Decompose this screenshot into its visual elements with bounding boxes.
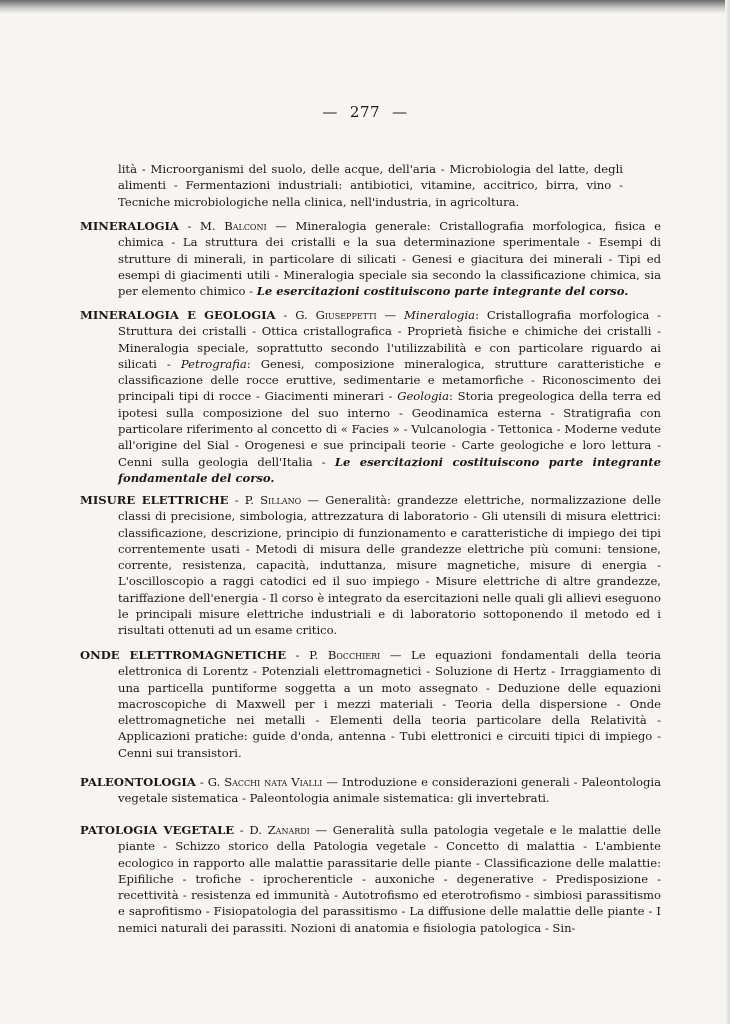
course-subject: PATOLOGIA VEGETALE	[80, 823, 235, 837]
course-body: Le equazioni fondamentali della teoria elettronica di Lorentz - Potenziali elettromagnetici - Soluzione di Hertz - Irraggiamento di una particella puntiforme soggetta a un moto assegnato - Deduzione delle equazioni macroscopiche di Maxwell per i mezzi materiali - Teoria della dispersione - Onde elettromagnetiche nei metalli - Elementi della teoria particolare della Relatività - Applicazioni pratiche: guide d'onda, antenna - Tubi elettronici e circuiti tipici di impiego - Cenni sui transistori.	[118, 648, 662, 760]
page-number: — 277 —	[322, 103, 408, 121]
course-subject: MISURE ELETTRICHE	[80, 493, 229, 507]
course-entry-onde-elettromagnetiche: ONDE ELETTROMAGNETICHE - P. Bocchieri — Le equazioni fondamentali della teoria elettronica di Lorentz - Potenziali elettromagnetici - Soluzione di Hertz - Irraggiamento di una particella puntiforme soggetta a un moto assegnato - Deduzione delle equazioni macroscopiche di Maxwell per i mezzi materiali - Teoria della dispersione - Onde elettromagnetiche nei metalli - Elementi della teoria particolare della Relatività - Applicazioni pratiche: guide d'onda, antenna - Tubi elettronici e circuiti tipici di impiego - Cenni sui transistori.	[80, 648, 662, 760]
course-closing-note: Le esercitazioni costituiscono parte integrante del corso.	[256, 284, 629, 299]
course-entry-mineralogia: MINERALOGIA - M. Balconi — Mineralogia generale: Cristallografia morfologica, fisica e chimica - La struttura dei cristalli e la sua determinazione sperimentale - Esempi di strutture di minerali, in particolare di silicati - Genesi e giacitura dei minerali - Tipi ed esempi di giacimenti utili - Mineralogia speciale sia secondo la classificazione chimica, sia per elemento chimico - Le esercitazioni costituiscono parte integrante del corso.	[80, 219, 662, 299]
course-body: Generalità sulla patologia vegetale e le malattie delle piante - Schizzo storico della Patologia vegetale - Concetto di malattia - L'ambiente ecologico in rapporto alle malattie parassitarie delle piante - Classificazione delle malattie: Epifiliche - trofiche - iprocherenticle - auxoniche - degenerative - Predisposizione - recettività - resistenza ed immunità - Autotrofismo ed eterotrofismo - simbiosi parassitismo e saprofitismo - Fisiopatologia del parassitismo - La diffusione delle malattie delle piante - I nemici naturali dei parassiti. Nozioni di anatomia e fisiologia patologica - Sin-	[118, 823, 662, 935]
continuation-paragraph: lità - Microorganismi del suolo, delle acque, dell'aria - Microbiologia del latte, degli alimenti - Fermentazioni industriali: antibiotici, vitamine, accitrico, birra, vino - Tecniche microbiologiche nella clinica, nell'industria, in agricoltura.	[118, 162, 623, 209]
course-closing-note: Le esercitazioni costituiscono parte integrante fondamentale del corso.	[118, 454, 662, 485]
page-number-value: 277	[349, 103, 381, 121]
course-author: P. Bocchieri	[309, 648, 381, 662]
course-author: M. Balconi	[200, 219, 267, 233]
course-body: : Storia pregeologica della terra ed ipotesi sulla composizione del suo interno - Geodinamica esterna - Stratigrafia con particolare riferimento al concetto di « Facies » - Vulcanologia - Tettonica - Moderne vedute all'origine del Sial - Orogenesi e sue principali teorie - Carte geologiche e loro lettura - Cenni sulla geologia dell'Italia -	[118, 389, 661, 469]
course-subject: ONDE ELETTROMAGNETICHE	[80, 648, 287, 662]
course-author: G. Giuseppetti	[295, 308, 377, 322]
scan-right-edge	[725, 0, 730, 1024]
course-body: : Cristallografia morfologica - Struttura dei cristalli - Ottica cristallografica - Proprietà fisiche e chimiche dei cristalli - Mineralogia speciale, soprattutto secondo l'utilizzabilità e con particolare riguardo ai silicati -	[118, 308, 662, 371]
course-entry-patologia-vegetale: PATOLOGIA VEGETALE - D. Zanardi — Generalità sulla patologia vegetale e le malattie delle piante - Schizzo storico della Patologia vegetale - Concetto di malattia - L'ambiente ecologico in rapporto alle malattie parassitarie delle piante - Classificazione delle malattie: Epifiliche - trofiche - iprocherenticle - auxoniche - degenerative - Predisposizione - recettività - resistenza ed immunità - Autotrofismo ed eterotrofismo - simbiosi parassitismo e saprofitismo - Fisiopatologia del parassitismo - La diffusione delle malattie delle piante - I nemici naturali dei parassiti. Nozioni di anatomia e fisiologia patologica - Sin-	[80, 823, 662, 935]
course-body: Mineralogia generale: Cristallografia morfologica, fisica e chimica - La struttura dei cristalli e la sua determinazione sperimentale - Esempi di strutture di minerali, in particolare di silicati - Genesi e giacitura dei minerali - Tipi ed esempi di giacimenti utili - Mineralogia speciale sia secondo la classificazione chimica, sia per elemento chimico -	[118, 219, 662, 299]
scan-top-edge	[0, 0, 730, 14]
course-entry-mineralogia-geologia: MINERALOGIA E GEOLOGIA - G. Giuseppetti — Mineralogia: Cristallografia morfologica - Struttura dei cristalli - Ottica cristallografica - Proprietà fisiche e chimiche dei cristalli - Mineralogia speciale, soprattutto secondo l'utilizzabilità e con particolare riguardo ai silicati - Petrografia: Genesi, composizione mineralogica, strutture caratteristiche e classificazione delle rocce eruttive, sedimentarie e metamorfiche - Riconoscimento dei principali tipi di rocce - Giacimenti minerari - Geologia: Storia pregeologica della terra ed ipotesi sulla composizione del suo interno - Geodinamica esterna - Stratigrafia con particolare riferimento al concetto di « Facies » - Vulcanologia - Tettonica - Moderne vedute all'origine del Sial - Orogenesi e sue principali teorie - Carte geologiche e loro lettura - Cenni sulla geologia dell'Italia - Le esercitazioni costituiscono parte integrante fondamentale del corso.	[80, 308, 662, 485]
course-author: D. Zanardi	[249, 823, 310, 837]
course-section-label: Petrografia	[180, 356, 247, 371]
course-section-label: Geologia	[397, 389, 450, 404]
course-section-label: Mineralogia	[403, 308, 476, 322]
course-subject: MINERALOGIA	[80, 219, 179, 233]
course-body: Generalità: grandezze elettriche, normalizzazione delle classi di precisione, simbologia, attrezzatura di laboratorio - Gli utensili di misura elettrici: classificazione, descrizione, principio di funzionamento e caratteristiche di impiego dei tipi correntemente usati - Metodi di misura delle grandezze elettriche più comuni: tensione, corrente, resistenza, capacità, induttanza, misure magnetiche, misure di energia - L'oscilloscopio a raggi catodici ed il suo impiego - Misure elettriche di altre grandezze, tariffazione dell'energia - Il corso è integrato da esercitazioni nelle quali gli allievi eseguono le principali misure elettriche industriali e di laboratorio sottoponendo il metodo ed i risultati ottenuti ad un esame critico.	[118, 493, 662, 638]
course-body: Introduzione e considerazioni generali - Paleontologia vegetale sistematica - Paleontologia animale sistematica: gli invertebrati.	[118, 775, 662, 806]
course-subject: PALEONTOLOGIA	[80, 775, 196, 789]
course-author: G. Sacchi nata Vialli	[207, 775, 323, 789]
course-author: P. Sillano	[244, 493, 302, 507]
course-subject: MINERALOGIA E GEOLOGIA	[80, 308, 276, 322]
course-entry-paleontologia: PALEONTOLOGIA - G. Sacchi nata Vialli — Introduzione e considerazioni generali - Paleontologia vegetale sistematica - Paleontologia animale sistematica: gli invertebrati.	[80, 775, 662, 806]
course-entry-misure-elettriche: MISURE ELETTRICHE - P. Sillano — Generalità: grandezze elettriche, normalizzazione delle classi di precisione, simbologia, attrezzatura di laboratorio - Gli utensili di misura elettrici: classificazione, descrizione, principio di funzionamento e caratteristiche di impiego dei tipi correntemente usati - Metodi di misura delle grandezze elettriche più comuni: tensione, corrente, resistenza, capacità, induttanza, misure magnetiche, misure di energia - L'oscilloscopio a raggi catodici ed il suo impiego - Misure elettriche di altre grandezze, tariffazione dell'energia - Il corso è integrato da esercitazioni nelle quali gli allievi eseguono le principali misure elettriche industriali e di laboratorio sottoponendo il metodo ed i risultati ottenuti ad un esame critico.	[80, 493, 662, 638]
course-body: : Genesi, composizione mineralogica, strutture caratteristiche e classificazione delle rocce eruttive, sedimentarie e metamorfiche - Riconoscimento dei principali tipi di rocce - Giacimenti minerari -	[118, 356, 661, 404]
